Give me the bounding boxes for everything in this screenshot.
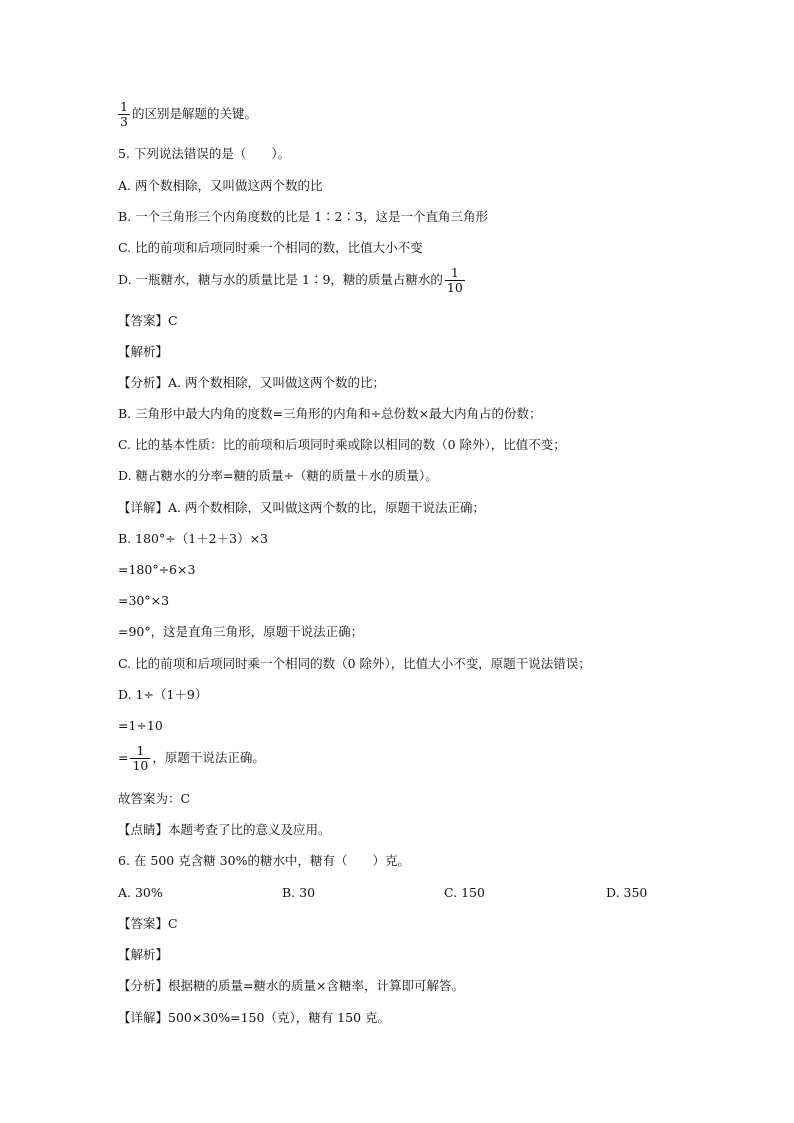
q6-option-b: B. 30 <box>282 885 316 900</box>
q4-tail-line <box>118 100 257 129</box>
q5-analysis-c: C. 比的基本性质：比的前项和后项同时乘或除以相同的数（0 除外），比值不变； <box>118 437 566 452</box>
q6-analysis: 【分析】根据糖的质量=糖水的质量×含糖率，计算即可解答。 <box>118 978 464 993</box>
q5-option-a: A. 两个数相除，又叫做这两个数的比 <box>118 178 323 193</box>
equals-sign: = <box>118 750 129 765</box>
q5-analysis-d: D. 糖占糖水的分率=糖的质量÷（糖的质量＋水的质量）。 <box>118 468 438 483</box>
q5-conclusion: 故答案为：C <box>118 791 191 806</box>
q5-stem: 5. 下列说法错误的是（ ）。 <box>118 146 291 161</box>
fraction-numerator: 1 <box>130 744 150 759</box>
q5-calc-d3-suffix: ，原题干说法正确。 <box>152 750 265 765</box>
fraction-denominator: 10 <box>446 280 463 295</box>
fraction-numerator: 1 <box>120 99 128 114</box>
q6-option-a: A. 30% <box>118 885 163 900</box>
fraction-denominator: 3 <box>120 114 128 129</box>
q5-calc-d3 <box>118 744 265 773</box>
q5-jiexi-label: 【解析】 <box>118 344 169 359</box>
q6-stem: 6. 在 500 克含糖 30%的糖水中，糖有（ ）克。 <box>118 853 410 868</box>
q5-detail-a: 【详解】A. 两个数相除，又叫做这两个数的比，原题干说法正确； <box>118 500 485 515</box>
q5-key-point: 【点睛】本题考查了比的意义及应用。 <box>118 822 331 837</box>
q5-answer: 【答案】C <box>118 313 178 328</box>
q5-calc-b1: B. 180°÷（1＋2＋3）×3 <box>118 531 269 546</box>
q6-detail: 【详解】500×30%=150（克），糖有 150 克。 <box>118 1010 391 1025</box>
q5-option-d-text: D. 一瓶糖水，糖与水的质量比是 1∶9，糖的质量占糖水的 <box>118 272 443 287</box>
fraction <box>130 744 150 773</box>
q5-calc-b4: =90°，这是直角三角形，原题干说法正确； <box>118 624 364 639</box>
fraction <box>118 100 130 129</box>
q6-option-d: D. 350 <box>606 885 648 900</box>
q5-calc-d2: =1÷10 <box>118 718 163 733</box>
q5-analysis-b: B. 三角形中最大内角的度数=三角形的内角和÷总份数×最大内角占的份数； <box>118 406 542 421</box>
q5-option-c: C. 比的前项和后项同时乘一个相同的数，比值大小不变 <box>118 240 423 255</box>
q5-option-b: B. 一个三角形三个内角度数的比是 1∶2∶3，这是一个直角三角形 <box>118 209 488 224</box>
q6-answer: 【答案】C <box>118 916 178 931</box>
fraction <box>445 266 465 295</box>
q5-calc-b3: =30°×3 <box>118 593 170 608</box>
q5-detail-c: C. 比的前项和后项同时乘一个相同的数（0 除外），比值大小不变，原题干说法错误； <box>118 656 591 671</box>
q5-option-d <box>118 266 467 295</box>
q5-calc-b2: =180°÷6×3 <box>118 562 196 577</box>
q6-option-c: C. 150 <box>444 885 485 900</box>
q5-calc-d1: D. 1÷（1＋9） <box>118 687 208 702</box>
q5-analysis-a: 【分析】A. 两个数相除，又叫做这两个数的比； <box>118 375 385 390</box>
q6-jiexi-label: 【解析】 <box>118 947 169 962</box>
q4-tail-text: 的区别是解题的关键。 <box>131 106 257 121</box>
fraction-denominator: 10 <box>132 758 149 773</box>
fraction-numerator: 1 <box>445 266 465 281</box>
